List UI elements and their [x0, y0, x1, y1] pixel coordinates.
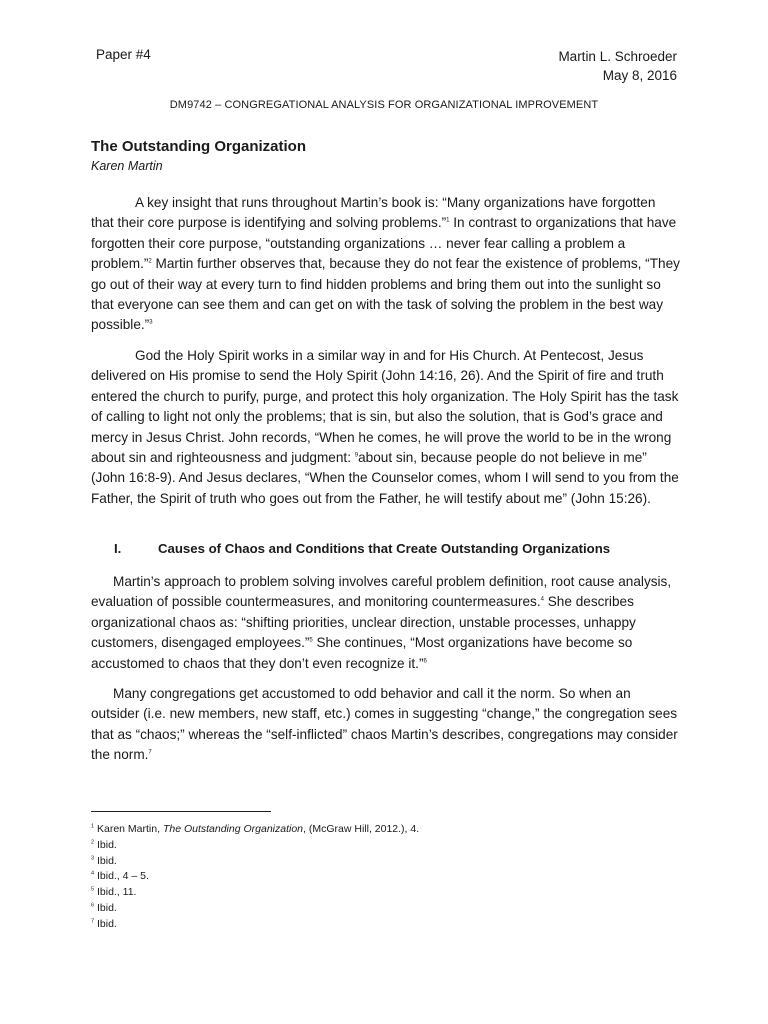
document-title: The Outstanding Organization [91, 138, 306, 155]
paper-number: Paper #4 [96, 47, 151, 62]
footnote-text: Ibid., 11. [94, 886, 137, 899]
footnote [91, 854, 419, 870]
paragraph-4 [91, 684, 681, 766]
verse-number: 9 [354, 452, 359, 459]
footnote [91, 838, 419, 854]
paragraph-3 [91, 572, 681, 674]
footnote [91, 822, 419, 838]
footnote-number: 4 [91, 870, 95, 877]
footnote-number: 7 [91, 918, 95, 925]
footnote-number: 3 [91, 855, 95, 862]
footnote-text: Ibid. [94, 917, 117, 930]
section-title: Causes of Chaos and Conditions that Create Outstanding Organizations [158, 541, 611, 556]
footnote-text: , (McGraw Hill, 2012.), 4. [303, 823, 420, 835]
footnote-ref: 5 [309, 637, 313, 644]
paragraph-text: Martin’s approach to problem solving involves careful problem definition, root cause analysis, evaluation of possible countermeasures, and monitoring countermeasures. [91, 574, 672, 610]
section-number: I. [114, 541, 122, 556]
course-title: DM9742 – CONGREGATIONAL ANALYSIS FOR ORGANIZATIONAL IMPROVEMENT [169, 99, 599, 111]
footnote [91, 901, 419, 917]
paragraph-text: Many congregations get accustomed to odd behavior and call it the norm. So when an outsider (i.e. new members, new staff, etc.) comes in suggesting “change,” the congregation sees that as “chaos;” whereas the “self-inflicted” chaos Martin’s describes, congregations may consider the norm. [91, 686, 678, 763]
author-name: Martin L. Schroeder [558, 49, 677, 64]
paragraph-text: She continues, “Most organizations have become so accustomed to chaos that they don’t even recognize it.” [91, 635, 633, 671]
footnote-text: Ibid. [94, 901, 117, 914]
document-author: Karen Martin [91, 159, 163, 173]
footnotes [91, 822, 419, 933]
paragraph-text: God the Holy Spirit works in a similar way in and for His Church. At Pentecost, Jesus delivered on His promise to send the Holy Spirit (John 14:16, 26). And the Spirit of fire and truth entered the church to purify, purge, and protect this holy organization. The Holy Spirit has the task of calling to light not only the problems; that is sin, but also the solution, that is God’s grace and mercy in Jesus Christ. John records, “When he comes, he will prove the world to be in the wrong about sin and righteousness and judgment: [91, 348, 679, 466]
footnote-ref: 3 [149, 319, 153, 326]
footnote-text: Ibid., 4 – 5. [94, 870, 149, 883]
paragraph-2 [91, 346, 681, 509]
footnote-number: 1 [91, 823, 95, 830]
paper-date: May 8, 2016 [602, 68, 677, 83]
footnote-text: Ibid. [94, 838, 117, 851]
paragraph-text: Martin further observes that, because they do not fear the existence of problems, “They go out of their way at every turn to find hidden problems and bring them out into the sunlight so that everyone can see them and can get on with the task of solving the problem in the best way possible.” [91, 256, 680, 333]
footnote-ref: 2 [148, 258, 152, 265]
footnote [91, 885, 419, 901]
paragraph-1 [91, 193, 681, 336]
footnote-number: 5 [91, 886, 95, 893]
paragraph-text: In contrast to organizations that have forgotten their core purpose, “outstanding organizations … never fear calling a problem a problem.” [91, 215, 677, 272]
section-heading [114, 541, 610, 556]
footnote [91, 917, 419, 933]
paragraph-text: about sin, because people do not believe in me” (John 16:8-9). And Jesus declares, “When the Counselor comes, whom I will send to you from the Father, the Spirit of truth who goes out from the Father, he will testify about me” (John 15:26). [91, 450, 679, 506]
footnote [91, 869, 419, 885]
header-right [558, 47, 677, 85]
footnote-book-title: The Outstanding Organization [162, 823, 304, 835]
paragraph-text: She describes organizational chaos as: “shifting priorities, unclear direction, unstable processes, unhappy customers, disengaged employees.” [91, 594, 636, 651]
footnote-number: 2 [91, 839, 95, 846]
footnote-ref: 4 [540, 596, 544, 603]
footnote-text: Ibid. [94, 854, 117, 867]
footnote-ref: 6 [423, 658, 427, 665]
paragraph-text: A key insight that runs throughout Martin’s book is: “Many organizations have forgotten that their core purpose is identifying and solving problems.” [91, 195, 656, 231]
footnote-separator [91, 811, 271, 812]
footnote-ref: 7 [148, 749, 152, 756]
footnote-ref: 1 [446, 217, 450, 224]
footnote-number: 6 [91, 902, 95, 909]
footnote-text: Karen Martin, [94, 823, 163, 835]
